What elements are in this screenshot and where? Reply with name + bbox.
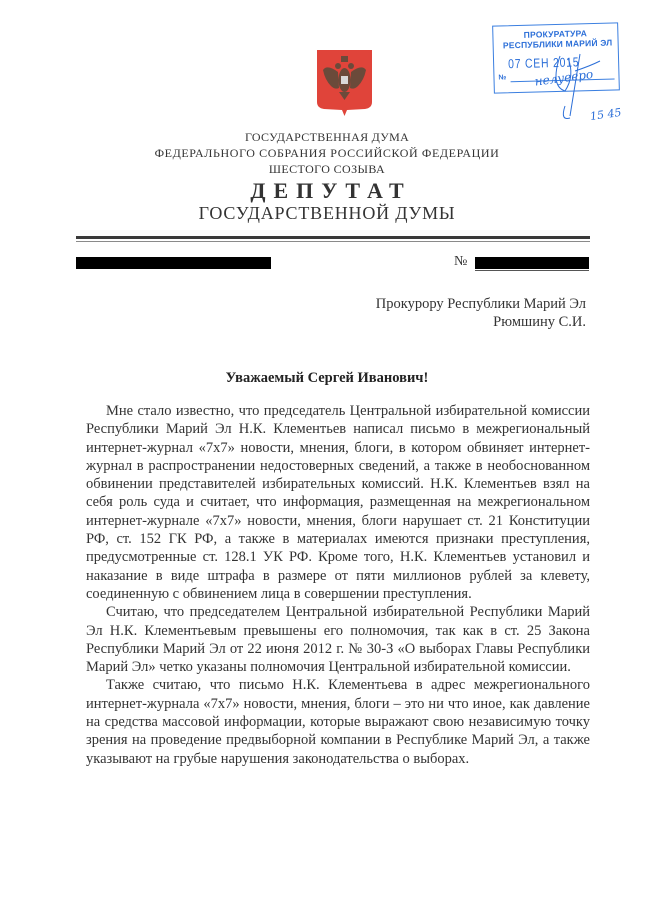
letterhead-subtitle: ГОСУДАРСТВЕННОЙ ДУМЫ bbox=[198, 203, 456, 223]
letterhead-title: ДЕПУТАТ bbox=[250, 178, 412, 203]
letterhead-line-2: ФЕДЕРАЛЬНОГО СОБРАНИЯ РОССИЙСКОЙ ФЕДЕРАЦИИ bbox=[154, 146, 500, 160]
reference-number-label: № bbox=[454, 254, 468, 269]
letterhead-line-1: ГОСУДАРСТВЕННАЯ ДУМА bbox=[244, 130, 410, 144]
salutation: Уважаемый Сергей Иванович! bbox=[225, 370, 429, 386]
reference-number-underline bbox=[475, 270, 589, 271]
stamp-line-2: РЕСПУБЛИКИ МАРИЙ ЭЛ bbox=[502, 37, 613, 51]
addressee-line-1: Прокурору Республики Марий Эл bbox=[375, 296, 586, 312]
stamp-line-1: ПРОКУРАТУРА bbox=[523, 28, 588, 40]
handwritten-number: 15 45 bbox=[589, 105, 623, 124]
addressee-line-2: Рюмшину С.И. bbox=[493, 314, 586, 330]
stamp-number-label: № bbox=[498, 74, 507, 82]
header-rule-thick bbox=[76, 236, 590, 239]
redacted-number bbox=[475, 257, 589, 269]
stamp-handwritten-word: нелуееро bbox=[533, 67, 594, 89]
letter-body bbox=[86, 402, 590, 768]
stamp-date: 07 СЕН 2015 bbox=[507, 54, 580, 72]
header-rule-thin bbox=[76, 241, 590, 242]
paragraph: Считаю, что председателем Центральной избирательной Республики Марий Эл Н.К. Клементьевым превышены его полномочия, так как в ст. 25 Закона Республики Марий Эл от 22 июня 2012 г. № 30-З «О выборах Главы Республики Марий Эл» четко указаны полномочия Центральной избирательной комиссии. bbox=[86, 604, 590, 676]
russian-coat-of-arms-icon bbox=[317, 50, 372, 116]
letterhead-line-3: ШЕСТОГО СОЗЫВА bbox=[268, 162, 386, 176]
redacted-date bbox=[76, 257, 271, 269]
paragraph: Также считаю, что письмо Н.К. Клементьева в адрес межрегионального интернет-журнала «7х7» новости, мнения, блоги – это ни что иное, как давление на средства массовой информации, которые выражают свою независимую точку зрения на проведение предвыборной компании в Республике Марий Эл, а также указывают на грубые нарушения законодательства о выборах. bbox=[86, 677, 590, 767]
paragraph: Мне стало известно, что председатель Центральной избирательной комиссии Республики Марий Эл Н.К. Клементьев написал письмо в межрегиональный интернет-журнал «7х7» новости, мнения, блоги, в котором обвиняет интернет-журнал в распространении недостоверных сведений, а также в необоснованном обвинении представителей избирательных комиссий. Н.К. Клементьев взял на себя роль суда и считает, что информация, размещенная на межрегиональном интернет-журнале «7х7» новости, мнения, блоги нарушает ст. 21 Конституции РФ, ст. 152 ГК РФ, а также в материалах имеются признаки преступления, предусмотренные ст. 128.1 УК РФ. Кроме того, Н.К. Клементьев установил и наказание в виде штрафа в размере от пяти миллионов рублей за клевету, соединенную с обвинением лица в совершении преступления. bbox=[86, 403, 590, 602]
